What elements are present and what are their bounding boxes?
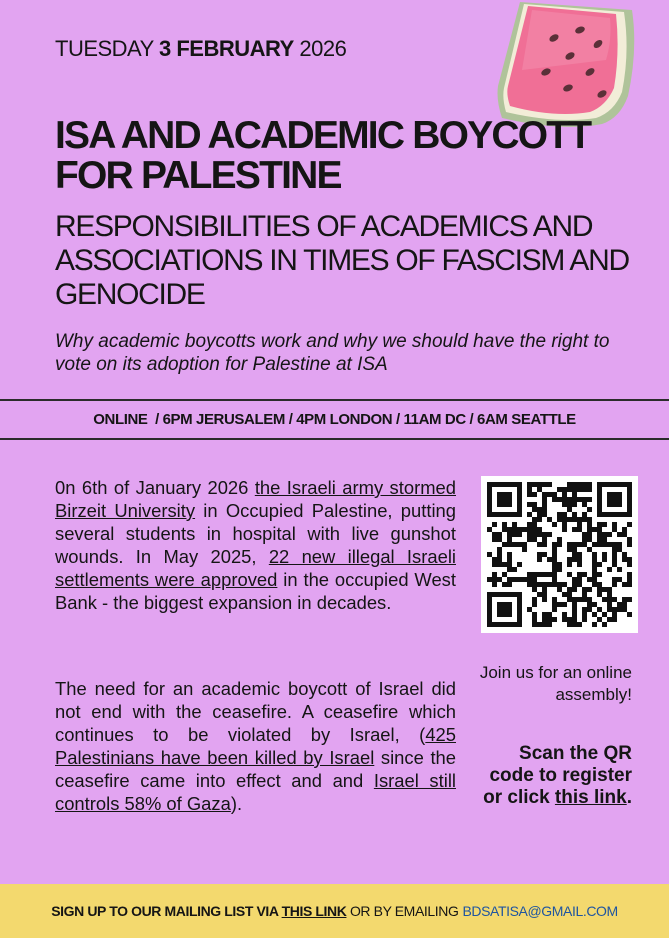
page-title: ISA AND ACADEMIC BOYCOTT FOR PALESTINE <box>55 114 591 197</box>
email-link[interactable]: BDSATISA@GMAIL.COM <box>462 903 618 919</box>
scan-instructions <box>470 743 632 809</box>
para1-text-2: in Occupied Palestine, putting several students in hospital with live gunshot wounds. In May 2025, <box>55 500 456 567</box>
scan-end: . <box>626 787 632 808</box>
para2-text-3: ). <box>230 793 243 814</box>
join-text: Join us for an online assembly! <box>479 663 632 704</box>
register-link[interactable]: this link <box>554 787 627 808</box>
date-weekday: TUESDAY <box>55 36 154 61</box>
settlements-link[interactable]: 22 new illegal Israeli settlements were approved <box>55 546 456 590</box>
para1-text-3: in the occupied West Bank - the biggest expansion in decades. <box>55 569 456 613</box>
gaza-control-link[interactable]: Israel still controls 58% of Gaza <box>55 770 456 814</box>
event-times: ONLINE / 6PM JERUSALEM / 4PM LONDON / 11AM DC / 6AM SEATTLE <box>93 411 576 428</box>
birzeit-link[interactable]: the Israeli army stormed Birzeit University <box>55 477 456 521</box>
para2-text-1: The need for an academic boycott of Israel did not end with the ceasefire. A ceasefire which continues to be violated by Israel, ( <box>55 678 456 745</box>
para1-text-1: 0n 6th of January 2026 <box>55 477 255 498</box>
event-times-bar <box>0 399 669 440</box>
watermelon-icon <box>492 0 637 130</box>
scan-text: Scan the QR code to register or click <box>483 743 632 808</box>
event-date <box>55 36 346 62</box>
mailing-list-footer <box>0 884 669 938</box>
registration-qr[interactable] <box>481 476 638 633</box>
para2-text-2: since the ceasefire came into effect and and <box>55 747 457 791</box>
footer-prefix: SIGN UP TO OUR MAILING LIST VIA <box>51 903 282 919</box>
killed-link[interactable]: 425 Palestinians have been killed by Israel <box>55 724 456 768</box>
qr-code-icon <box>487 482 632 627</box>
date-year: 2026 <box>299 36 347 61</box>
intro-paragraph <box>55 476 456 614</box>
page-subtitle: RESPONSIBILITIES OF ACADEMICS AND ASSOCIATIONS IN TIMES OF FASCISM AND GENOCIDE <box>55 210 629 311</box>
date-day-month: 3 FEBRUARY <box>159 36 294 61</box>
footer-middle: OR BY EMAILING <box>346 903 459 919</box>
tagline: Why academic boycotts work and why we should have the right to vote on its adoption for Palestine at ISA <box>55 331 610 375</box>
ceasefire-paragraph <box>55 677 456 815</box>
mailing-list-link[interactable]: THIS LINK <box>281 903 347 919</box>
